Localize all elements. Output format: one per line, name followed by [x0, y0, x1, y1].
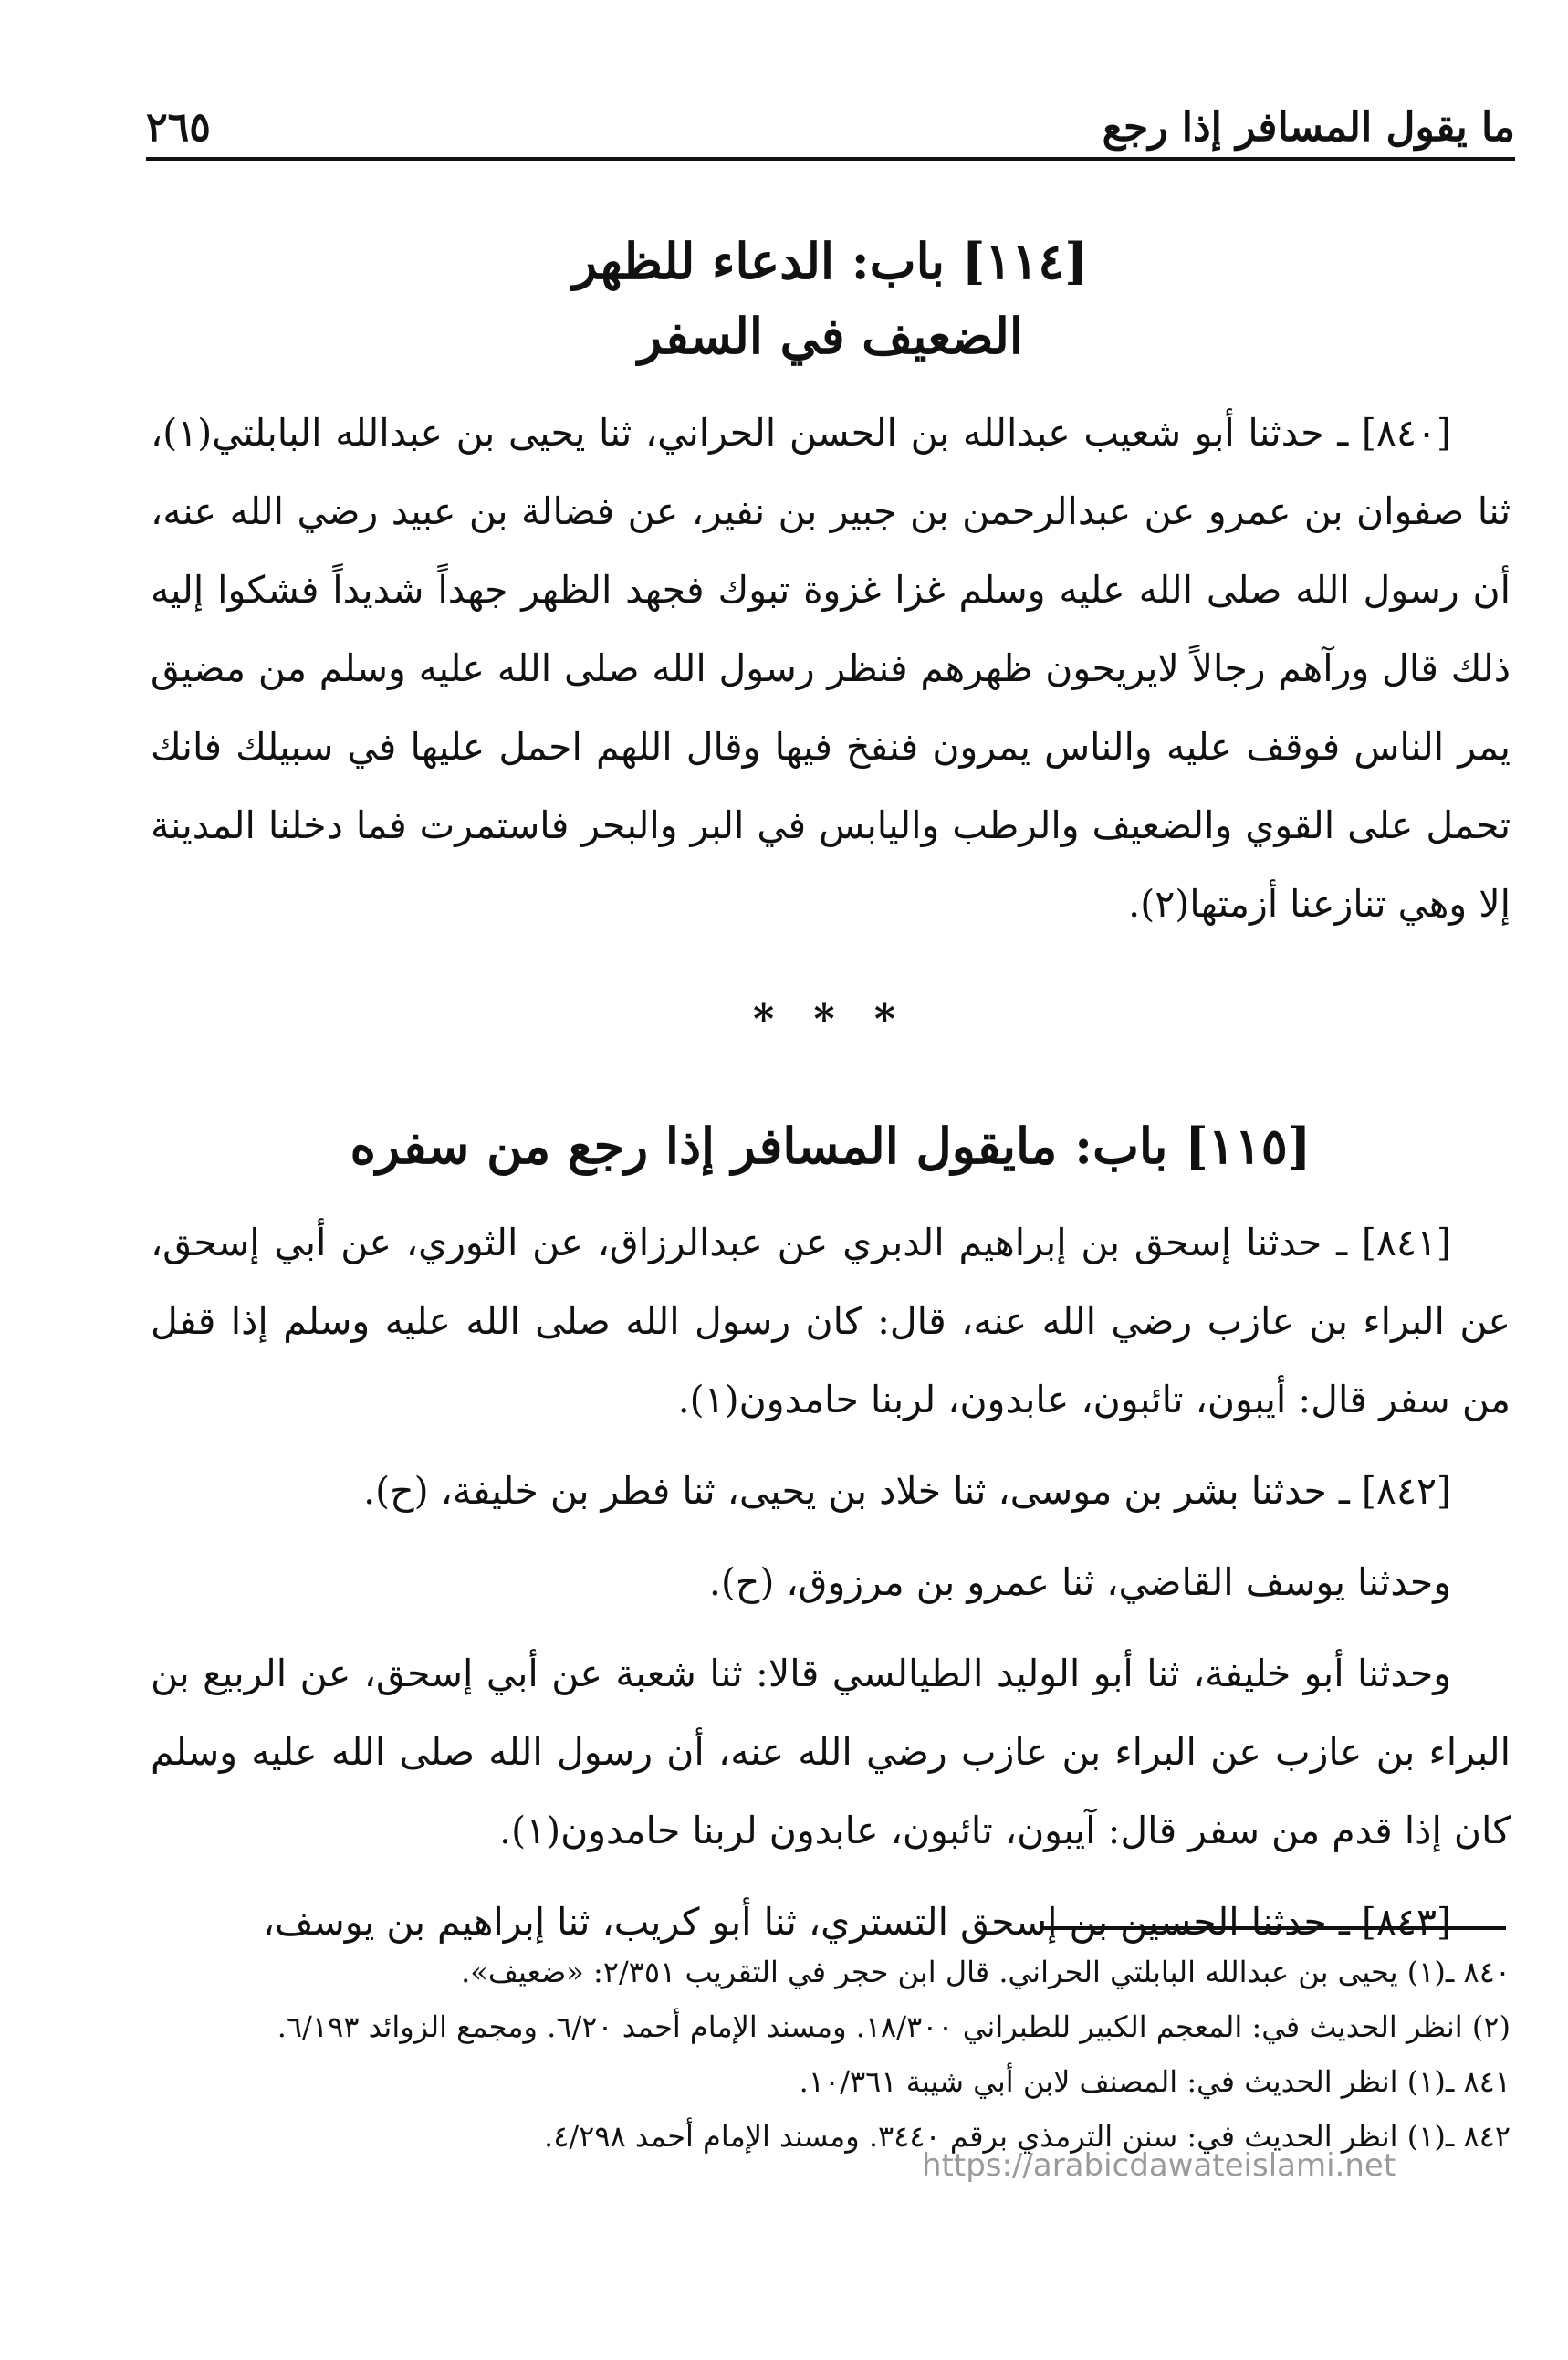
hadith-842-chain-b: وحدثنا يوسف القاضي، ثنا عمرو بن مرزوق، (ح).: [708, 1560, 1451, 1604]
chapter-heading-line: [١١٥] باب: مايقول المسافر إذا رجع من سفره: [350, 1117, 1312, 1175]
footnote: ٨٤٠ ـ(١) يحيى بن عبدالله البابلتي الحراني. قال ابن حجر في التقريب ٢/٣٥١: «ضعيف».: [461, 1955, 1511, 1989]
running-title: ما يقول المسافر إذا رجع: [1102, 104, 1515, 151]
footnote: ٨٤١ ـ(١) انظر الحديث في: المصنف لابن أبي شيبة ١٠/٣٦١.: [799, 2064, 1511, 2099]
hadith-842: [٨٤٢] ـ حدثنا بشر بن موسى، ثنا خلاد بن يحيى، ثنا فطر بن خليفة، (ح).: [363, 1469, 1451, 1513]
footnotes: [151, 1945, 1511, 2164]
footnote: ٨٤٢ ـ(١) انظر الحديث في: سنن الترمذي برقم ٣٤٤٠. ومسند الإمام أحمد ٤/٢٩٨.: [544, 2119, 1511, 2154]
header-rule: [146, 157, 1515, 161]
watermark-url: https://arabicdawateislami.net: [922, 2147, 1396, 2184]
hadith-841: [٨٤١] ـ حدثنا إسحق بن إبراهيم الدبري عن عبدالرزاق، عن الثوري، عن أبي إسحق، عن البراء بن عازب رضي الله عنه، قال: كان رسول الله صلى الله عليه وسلم إذا قفل من سفر قال: أيبون، تائبون، عابدون، لربنا حامدون(١).: [151, 1221, 1511, 1421]
footnote: (٢) انظر الحديث في: المعجم الكبير للطبراني ١٨/٣٠٠. ومسند الإمام أحمد ٦/٢٠. ومجمع الزوائد ٦/١٩٣.: [277, 2009, 1511, 2044]
chapter-heading-line: الضعيف في السفر: [638, 307, 1023, 365]
chapter-heading-115: [151, 1108, 1511, 1183]
hadith-843: [٨٤٣] ـ حدثنا الحسين بن إسحق التستري، ثنا أبو كريب، ثنا إبراهيم بن يوسف،: [262, 1900, 1451, 1944]
page-number: ٢٦٥: [146, 104, 211, 151]
hadith-840: [٨٤٠] ـ حدثنا أبو شعيب عبدالله بن الحسن الحراني، ثنا يحيى بن عبدالله البابلتي(١)، ثنا صفوان بن عمرو عن عبدالرحمن بن جبير بن نفير، عن فضالة بن عبيد رضي الله عنه، أن رسول الله صلى الله عليه وسلم غزا غزوة تبوك فجهد الظهر جهداً شديداً فشكوا إليه ذلك قال ورآهم رجالاً لايريحون ظهرهم فنظر رسول الله صلى الله عليه وسلم من مضيق يمر الناس فوقف عليه والناس يمرون فنفخ فيها وقال اللهم احمل عليها في سبيلك فانك تحمل على القوي والضعيف والرطب واليابس في البر والبحر فاستمرت فما دخلنا المدينة إلا وهي تنازعنا أزمتها(٢).: [151, 411, 1511, 926]
running-header: [146, 87, 1515, 151]
chapter-heading-line: [١١٤] باب: الدعاء للظهر: [573, 232, 1088, 290]
chapter-heading-114: [151, 224, 1511, 373]
hadith-842-chain-c: وحدثنا أبو خليفة، ثنا أبو الوليد الطيالسي قالا: ثنا شعبة عن أبي إسحق، عن الربيع بن البراء بن عازب عن البراء بن عازب رضي الله عنه، أن رسول الله صلى الله عليه وسلم كان إذا قدم من سفر قال: آيبون، تائبون، عابدون لربنا حامدون(١).: [151, 1652, 1511, 1852]
footnote-rule: [1040, 1926, 1506, 1930]
main-text: [151, 224, 1511, 1961]
section-separator: * * *: [753, 996, 908, 1043]
